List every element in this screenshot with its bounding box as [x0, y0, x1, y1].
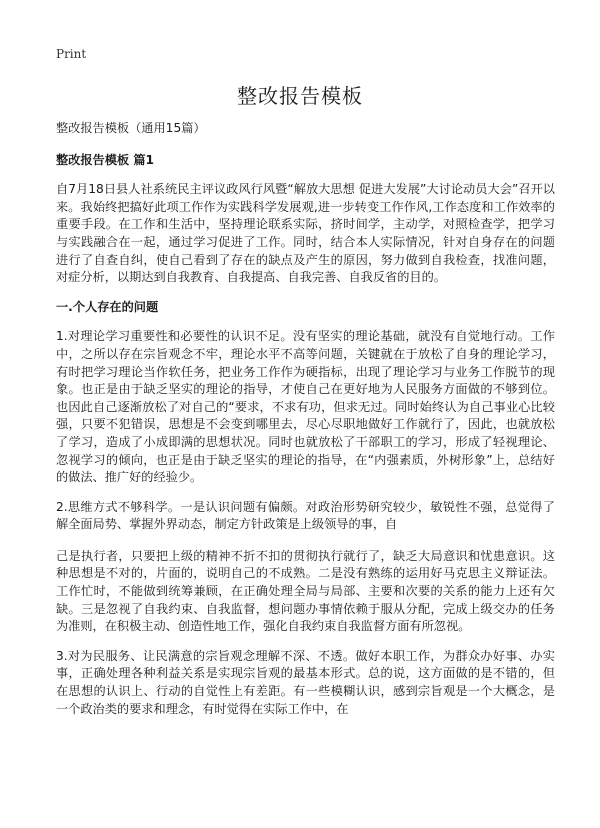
section-heading-problems: 一.个人存在的问题 [56, 299, 159, 314]
item-2-paragraph-start: 2.思维方式不够科学。一是认识问题有偏颇。对政治形势研究较少，敏锐性不强，总觉得了解全面局势、掌握外界动态，制定方针政策是上级领导的事，自 [56, 499, 555, 532]
document-body [56, 120, 555, 730]
document-subtitle: 整改报告模板（通用15篇） [56, 121, 206, 135]
intro-paragraph: 自7月18日县人社系统民主评议政风行风暨“解放大思想 促进大发展”大讨论动员大会”召开以来。我始终把搞好此项工作作为实践科学发展观,进一步转变工作作风,工作态度和工作效率的重要手段。在工作和生活中，坚持理论联系实际，挤时间学，主动学，对照检查学，把学习与实践融合在一起，通过学习促进了工作。同时，结合本人实际情况，针对自身存在的问题进行了自查自纠，使自己看到了存在的缺点及产生的原因，努力做到自我检查，找准问题，对症分析，以期达到自我教育、自我提高、自我完善、自我反省的目的。 [56, 182, 555, 285]
item-2-paragraph-continued: 己是执行者，只要把上级的精神不折不扣的贯彻执行就行了，缺乏大局意识和忧患意识。这种思想是不对的，片面的，说明自己的不成熟。二是没有熟练的运用好马克思主义辩证法。工作忙时，不能做到统筹兼顾，在正确处理全局与局部、主要和次要的关系的能力上还有欠缺。三是忽视了自我约束、自我监督，想问题办事情依赖于服从分配，完成上级交办的任务为准则，在积极主动、创造性地工作，强化自我约束自我监督方面有所忽视。 [56, 548, 555, 634]
print-link[interactable]: Print [56, 47, 87, 61]
part-heading: 整改报告模板 篇1 [56, 152, 155, 167]
item-1-paragraph: 1.对理论学习重要性和必要性的认识不足。没有坚实的理论基础，就没有自觉地行动。工作中，之所以存在宗旨观念不牢，理论水平不高等问题，关键就在于放松了自身的理论学习，有时把学习理论当作软任务，把业务工作作为硬指标，出现了理论学习与业务工作脱节的现象。也正是由于缺乏坚实的理论的指导，才使自己在更好地为人民服务方面做的不够到位。也因此自己逐渐放松了对自己的“要求，不求有功，但求无过。同时始终认为自己事业心比较强，只要不犯错误，思想是不会变到哪里去，尽心尽职地做好工作就行了，因此，也就放松了学习，造成了小成即满的思想状况。同时也就放松了干部职工的学习，形成了轻视理论、忽视学习的倾向，也正是由于缺乏坚实的理论的指导，在“内强素质，外树形象”上，总结好的做法、推广好的经验少。 [56, 329, 555, 485]
document-title: 整改报告模板 [237, 84, 363, 108]
item-3-paragraph: 3.对为民服务、让民满意的宗旨观念理解不深、不透。做好本职工作，为群众办好事、办实事，正确处理各种利益关系是实现宗旨观的最基本形式。总的说，这方面做的是不错的，但在思想的认识上、行动的自觉性上有差距。有一些模糊认识，感到宗旨观是一个大概念，是一个政治类的要求和理念，有时觉得在实际工作中，在 [56, 648, 555, 716]
